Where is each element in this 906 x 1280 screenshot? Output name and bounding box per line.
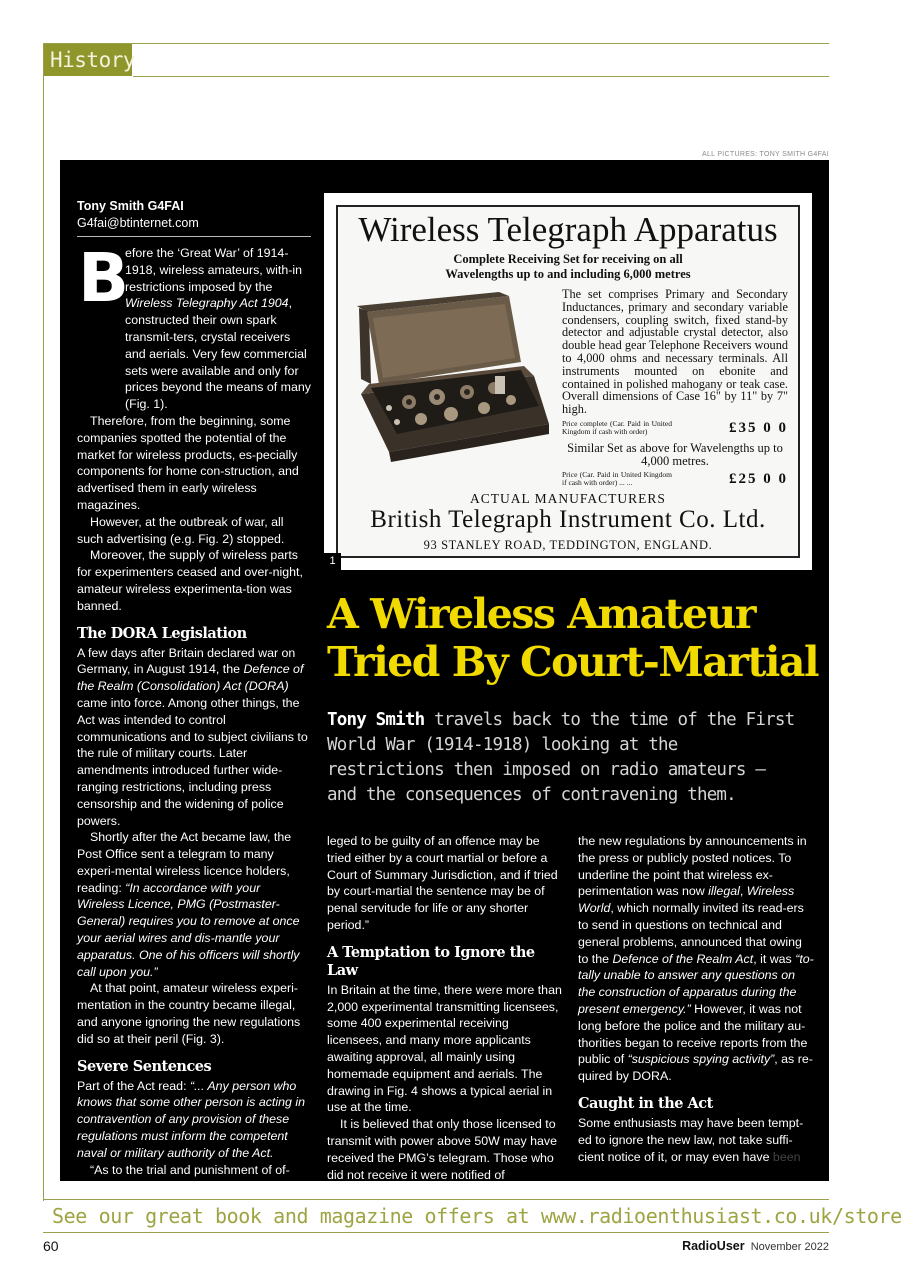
paragraph: leged to be guilty of an offence may be tried either by a court martial or before a Court of Summary Jurisdiction, and if tried by court-martial the sentence may be of penal servitude for life or any shorter period.” xyxy=(327,834,558,932)
figure-number: 1 xyxy=(324,553,341,570)
advert-similar: Similar Set as above for Wavelengths up to 4,000 metres. xyxy=(567,440,783,468)
price-1-label: Price complete (Car. Paid in United Kingdom if cash with order) xyxy=(562,418,672,436)
paragraph: Moreover, the supply of wireless parts for experimenters ceased and over-night, amateur wireless experimenta-tion was banned. xyxy=(77,548,303,613)
footer-rule-bottom xyxy=(43,1232,829,1233)
article-column-1 xyxy=(77,239,311,1195)
page-number: 60 xyxy=(43,1238,59,1254)
author-block xyxy=(77,198,311,232)
footer-rule-top xyxy=(43,1199,829,1200)
paragraph: Some enthusiasts may have been tempt-ed to ignore the new law, not take suffi-cient notice of it, or may even have been xyxy=(578,1115,804,1164)
paragraph: Shortly after the Act became law, the Post Office sent a telegram to many experi-mental wireless licence holders, reading: “In accordance with your Wireless Licence, PMG (Postmaster-General) requires you to remove at once your aerial wires and dis-mantle your apparatus. One of his officers will shortly call upon you.” xyxy=(77,830,300,979)
paragraph: the new regulations by announcements in the press or publicly posted notices. To underline the point that wireless ex-perimentation was now illegal, Wireless World, which normally invited its read-ers to send in questions on technical and general problems, announced that owing to the Defence of the Realm Act, it was “to-tally unable to answer any questions on the construction of apparatus during the present emergency.” However, it was not long before the police and the military au-thorities began to receive reports from the public of “suspicious spying activity”, as re-quired by DORA. xyxy=(578,834,814,1084)
picture-credit: ALL PICTURES: TONY SMITH G4FAI xyxy=(702,151,829,158)
paragraph: “As to the trial and punishment of of-fences, it is provided that any person al- xyxy=(77,1162,297,1194)
paragraph: However, at the outbreak of war, all such advertising (e.g. Fig. 2) stopped. xyxy=(77,514,285,546)
header-rule xyxy=(43,43,829,44)
issue-date: November 2022 xyxy=(750,1241,829,1253)
magazine-name: RadioUser xyxy=(682,1239,745,1253)
store-promo-link[interactable]: See our great book and magazine offers at www.radioenthusiast.co.uk/store xyxy=(52,1204,902,1228)
price-1: £35 0 0 xyxy=(729,419,788,436)
advert-address: 93 STANLEY ROAD, TEDDINGTON, ENGLAND. xyxy=(423,538,713,552)
subheading-temptation: A Temptation to Ignore the Law xyxy=(327,943,535,979)
price-2: £25 0 0 xyxy=(729,470,788,487)
page-left-rule xyxy=(43,43,44,1201)
subheading-severe-sentences: Severe Sentences xyxy=(77,1057,212,1075)
paragraph: efore the ‘Great War’ of 1914-1918, wireless amateurs, with-in restrictions imposed by the Wireless Telegraphy Act 1904, constructed their own spark transmit-ters, crystal receivers and aerials. Very few commercial sets were available and only for prices beyond the means of many (Fig. 1). xyxy=(125,246,311,412)
advert-subtitle: Complete Receiving Set for receiving on all Wavelengths up to and including 6,000 metres xyxy=(445,252,691,281)
advert-description: The set comprises Primary and Secondary Inductances, primary and secondary variable condensers, coupling switch, fixed stand-by detector and adjustable crystal detector, also double head gear Telephone Receivers wound to 4,000 ohms and necessary terminals. All instruments mounted on ebonite and contained in polished mahogany or teak case. Overall dimensions of Case 16" by 11" by 7" high. Price complete (Car. Paid in United Kingdom if cash with order) £35 0 0 Similar Set as above for Wavelengths up to 4,000 metres. Price (Car. Paid in United Kingdom if cash with order) ... ... £25 0 0 xyxy=(562,287,788,487)
price-2-label: Price (Car. Paid in United Kingdom if cash with order) ... ... xyxy=(562,469,672,487)
paragraph: In Britain at the time, there were more than 2,000 experimental transmitting licensees, some 400 experimental receiving licensees, and many more applicants awaiting approval, all mainly using homemade equipment and aerials. The drawing in Fig. 4 shows a typical aerial in use at the time. xyxy=(327,982,562,1115)
header-rule-lower xyxy=(133,76,829,77)
author-name: Tony Smith G4FAI xyxy=(77,199,184,213)
article-column-2 xyxy=(327,833,563,1183)
paragraph: Part of the Act read: “... Any person who knows that some other person is acting in contravention of any provision of these regulations must inform the competent naval or military authority of the Act. xyxy=(77,1078,305,1160)
paragraph: Therefore, from the beginning, some companies spotted the potential of the market for wireless products, es-pecially components for home con-struction, and advertised them in early wireless magazines. xyxy=(77,413,299,512)
standfirst: Tony Smith travels back to the time of the First World War (1914-1918) looking at the restrictions then imposed on radio amateurs – and the consequences of contravening them. xyxy=(327,710,795,805)
paragraph: A few days after Britain declared war on Germany, in August 1914, the Defence of the Realm (Consolidation) Act (DORA) came into force. Among other things, the Act was intended to control communications and to subject civilians to the rule of military courts. Later amendments introduced further wide-ranging restrictions, including press censorship and the widening of police powers. xyxy=(77,645,308,828)
paragraph: It is believed that only those licensed to transmit with power above 50W may have received the PMG’s telegram. Those who did not receive it were notified of xyxy=(327,1117,558,1182)
author-email[interactable]: G4fai@btinternet.com xyxy=(77,216,199,230)
advert-title: Wireless Telegraph Apparatus xyxy=(358,210,778,249)
advert-manufacturers: ACTUAL MANUFACTURERS xyxy=(470,491,666,506)
drop-cap: B xyxy=(78,239,130,317)
article-headline: A Wireless Amateur Tried By Court-Martial xyxy=(327,590,819,686)
section-tab: History xyxy=(44,44,132,76)
subheading-dora: The DORA Legislation xyxy=(77,624,247,642)
advert-company: British Telegraph Instrument Co. Ltd. xyxy=(370,506,766,533)
author-divider xyxy=(77,236,311,237)
wireless-set-photo xyxy=(349,284,554,484)
article-column-3 xyxy=(578,833,814,1165)
subheading-caught-in-the-act: Caught in the Act xyxy=(578,1094,713,1112)
magazine-issue xyxy=(682,1239,829,1253)
paragraph: At that point, amateur wireless experi-mentation in the country became illegal, and anyone ignoring the new regulations did so at their peril (Fig. 3). xyxy=(77,981,301,1046)
